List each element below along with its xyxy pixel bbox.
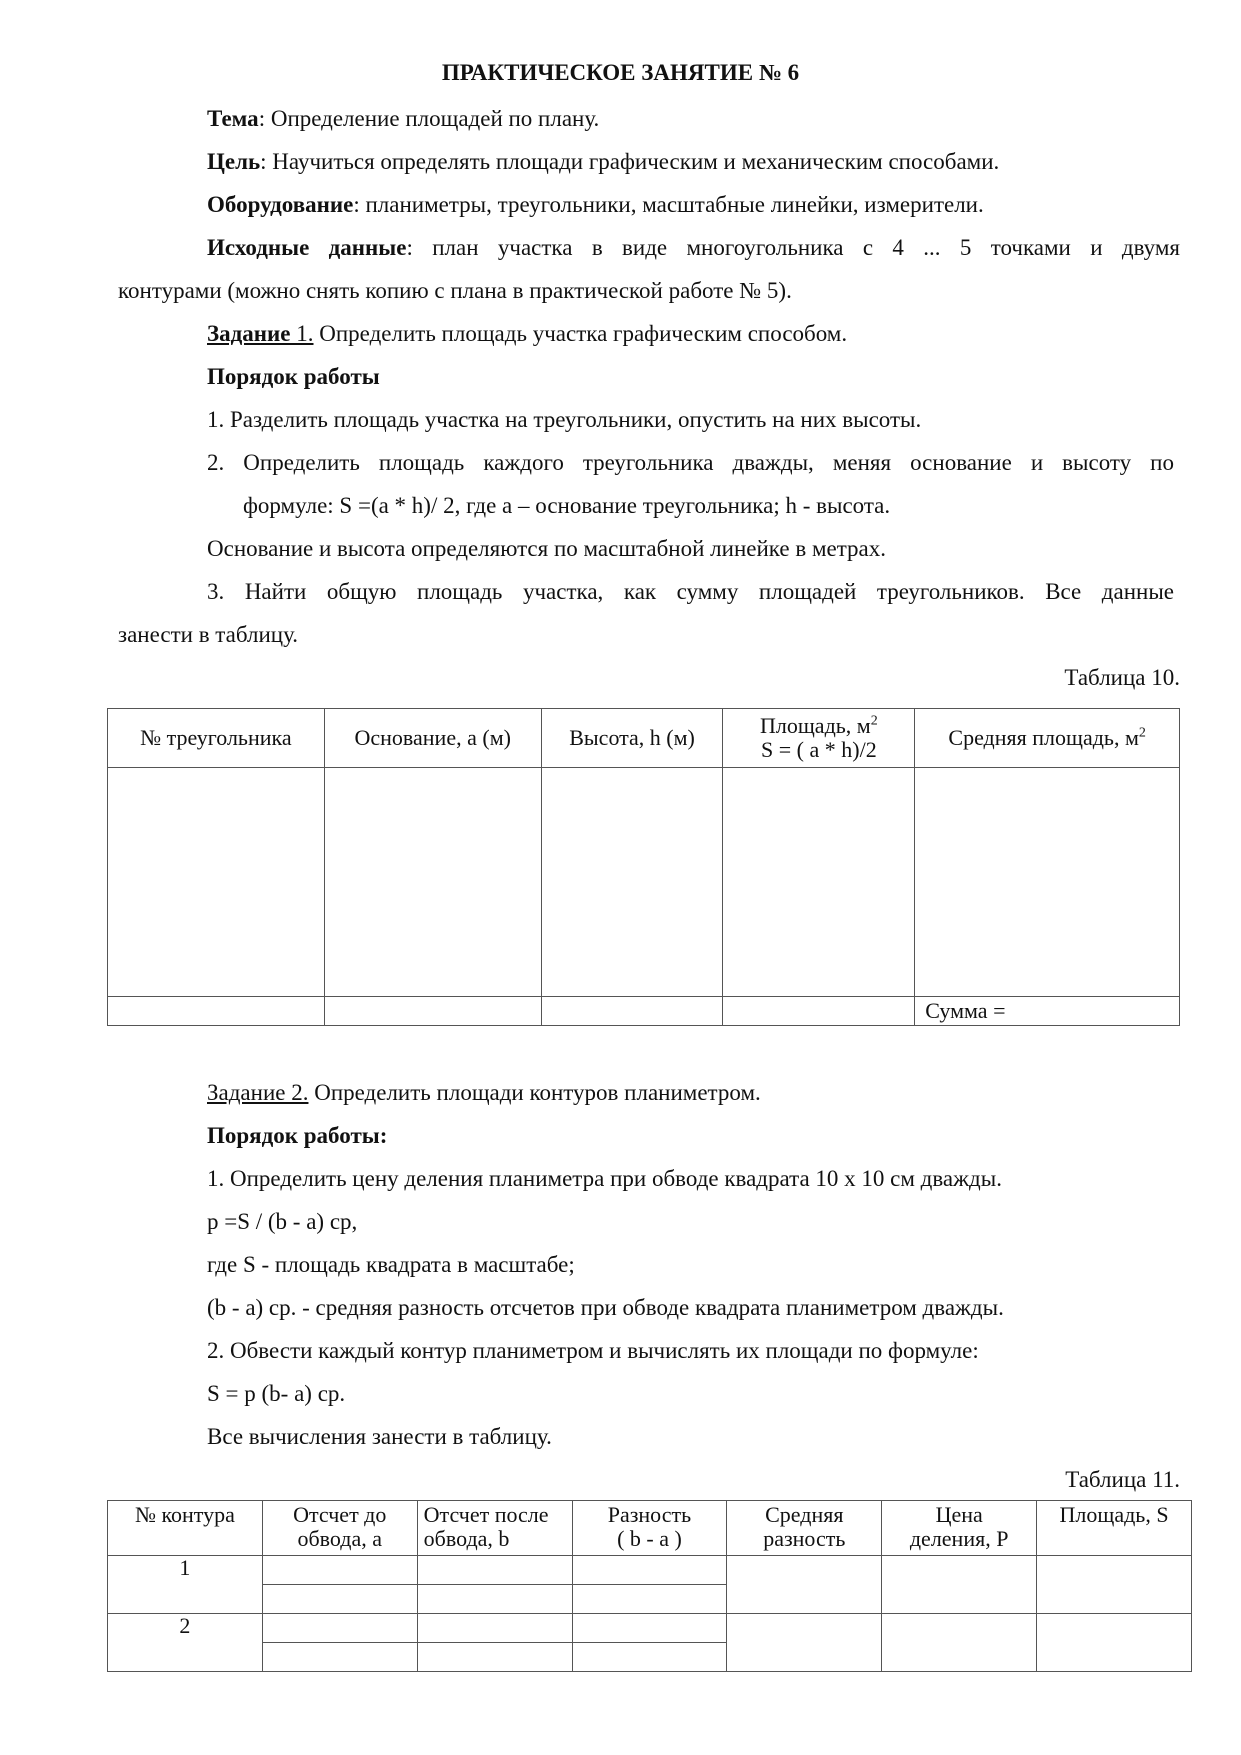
task1-heading [207, 320, 847, 348]
table10-header-row [108, 709, 1180, 768]
header-area-s: Площадь, S [1037, 1501, 1192, 1556]
table11-caption: Таблица 11. [1065, 1467, 1180, 1492]
header-area-label: Площадь, м [760, 713, 871, 738]
task2-formula2: S = p (b- a) cp. [207, 1381, 346, 1406]
theme-label: Тема [207, 106, 259, 131]
cell-triangle-number[interactable] [108, 768, 325, 997]
header-difference-line2: ( b - a ) [617, 1526, 682, 1551]
task2-formula1: p =S / (b - a) cp, [207, 1209, 358, 1234]
cell-base[interactable] [324, 768, 541, 997]
task1-step3-cont: занести в таблицу. [118, 622, 299, 647]
source-data-line-2: контурами (можно снять копию с плана в практической работе № 5). [118, 278, 792, 303]
cell-difference[interactable] [572, 1643, 727, 1672]
header-height: Высота, h (м) [541, 709, 723, 768]
header-average-area-label: Средняя площадь, м [948, 725, 1139, 750]
header-reading-after [417, 1501, 572, 1556]
task2-where1: где S - площадь квадрата в масштабе; [207, 1252, 575, 1277]
header-base: Основание, a (м) [324, 709, 541, 768]
header-reading-before-line1: Отсчет до [293, 1502, 387, 1527]
task1-step3: 3. Найти общую площадь участка, как сумму площадей треугольников. Все данные [207, 579, 1174, 604]
cell-reading-after[interactable] [417, 1556, 572, 1585]
table10-caption: Таблица 10. [1064, 665, 1180, 690]
task2-step2: 2. Обвести каждый контур планиметром и вычислять их площади по формуле: [207, 1338, 979, 1363]
theme-line [207, 105, 599, 133]
cell-reading-after[interactable] [417, 1614, 572, 1643]
cell-height[interactable] [541, 768, 723, 997]
header-area [723, 709, 915, 768]
goal-label: Цель [207, 149, 261, 174]
header-average-difference-line1: Средняя [765, 1502, 844, 1527]
cell-average-difference[interactable] [727, 1614, 882, 1672]
cell-average-area[interactable] [915, 768, 1180, 997]
header-area-formula: S = ( a * h)/2 [761, 737, 877, 762]
header-reading-before [262, 1501, 417, 1556]
equipment-line [207, 191, 984, 219]
cell-average-difference[interactable] [727, 1556, 882, 1614]
cell-area-s[interactable] [1037, 1556, 1192, 1614]
header-division-value-line1: Цена [935, 1502, 983, 1527]
cell-sum-3[interactable] [541, 997, 723, 1026]
table-11 [107, 1500, 1192, 1672]
header-reading-after-line2: обвода, b [423, 1526, 510, 1551]
cell-reading-before[interactable] [262, 1643, 417, 1672]
cell-reading-before[interactable] [262, 1585, 417, 1614]
header-average-difference [727, 1501, 882, 1556]
task2-heading [207, 1079, 761, 1107]
cell-contour-number: 2 [108, 1614, 263, 1672]
source-data-text: : план участка в виде многоугольника с 4 ... 5 точками и двумя [406, 235, 1181, 260]
table10-sum-row [108, 997, 1180, 1026]
cell-reading-before[interactable] [262, 1614, 417, 1643]
task2-note: Все вычисления занести в таблицу. [207, 1424, 552, 1449]
header-reading-before-line2: обвода, a [297, 1526, 383, 1551]
task1-text: Определить площадь участка графическим способом. [313, 321, 848, 346]
task1-step2: 2. Определить площадь каждого треугольника дважды, меняя основание и высоту по [207, 450, 1174, 475]
task2-where2: (b - a) cp. - средняя разность отсчетов при обводе квадрата планиметром дважды. [207, 1295, 1004, 1320]
header-difference [572, 1501, 727, 1556]
task2-procedure-title [207, 1122, 387, 1150]
header-triangle-number: № треугольника [108, 709, 325, 768]
table11-header-row [108, 1501, 1192, 1556]
page-title: ПРАКТИЧЕСКОЕ ЗАНЯТИЕ № 6 [441, 60, 800, 85]
cell-division-value[interactable] [882, 1556, 1037, 1614]
task2-step1: 1. Определить цену деления планиметра при обводе квадрата 10 х 10 см дважды. [207, 1166, 1002, 1191]
task1-step2-formula: формуле: S =(a * h)/ 2, где a – основание треугольника; h - высота. [243, 493, 891, 518]
table-row [108, 768, 1180, 997]
cell-difference[interactable] [572, 1585, 727, 1614]
goal-text: : Научиться определять площади графическим и механическим способами. [260, 149, 1000, 174]
table-10 [107, 708, 1180, 1026]
cell-division-value[interactable] [882, 1614, 1037, 1672]
cell-reading-after[interactable] [417, 1585, 572, 1614]
header-area-sup: 2 [870, 713, 878, 729]
task2-text: Определить площади контуров планиметром. [308, 1080, 761, 1105]
header-reading-after-line1: Отсчет после [423, 1502, 549, 1527]
header-average-difference-line2: разность [763, 1526, 846, 1551]
theme-text: : Определение площадей по плану. [258, 106, 600, 131]
header-difference-line1: Разность [607, 1502, 692, 1527]
cell-sum-1[interactable] [108, 997, 325, 1026]
cell-sum-4[interactable] [723, 997, 915, 1026]
cell-reading-before[interactable] [262, 1556, 417, 1585]
header-division-value-line2: деления, P [909, 1526, 1009, 1551]
task1-step1: 1. Разделить площадь участка на треугольники, опустить на них высоты. [207, 407, 922, 432]
source-data-label: Исходные данные [207, 235, 407, 260]
cell-sum-2[interactable] [324, 997, 541, 1026]
header-average-area [915, 709, 1180, 768]
header-division-value [882, 1501, 1037, 1556]
procedure-title-text: Порядок работы [207, 364, 380, 389]
cell-difference[interactable] [572, 1556, 727, 1585]
cell-area[interactable] [723, 768, 915, 997]
source-data-line [207, 234, 1180, 262]
procedure-title-text: Порядок работы: [207, 1123, 388, 1148]
task1-note: Основание и высота определяются по масштабной линейке в метрах. [207, 536, 886, 561]
task1-label: Задание [207, 321, 291, 346]
cell-reading-after[interactable] [417, 1643, 572, 1672]
cell-sum-total[interactable]: Сумма = [915, 997, 1180, 1026]
header-contour-number: № контура [108, 1501, 263, 1556]
cell-contour-number: 1 [108, 1556, 263, 1614]
task1-number: 1. [290, 321, 314, 346]
table-row [108, 1556, 1192, 1585]
equipment-text: : планиметры, треугольники, масштабные линейки, измерители. [353, 192, 984, 217]
cell-area-s[interactable] [1037, 1614, 1192, 1672]
table-row [108, 1614, 1192, 1643]
equipment-label: Оборудование [207, 192, 354, 217]
cell-difference[interactable] [572, 1614, 727, 1643]
goal-line [207, 148, 999, 176]
task1-procedure-title [207, 363, 380, 391]
header-average-area-sup: 2 [1138, 725, 1146, 741]
task2-label: Задание 2. [207, 1080, 309, 1105]
